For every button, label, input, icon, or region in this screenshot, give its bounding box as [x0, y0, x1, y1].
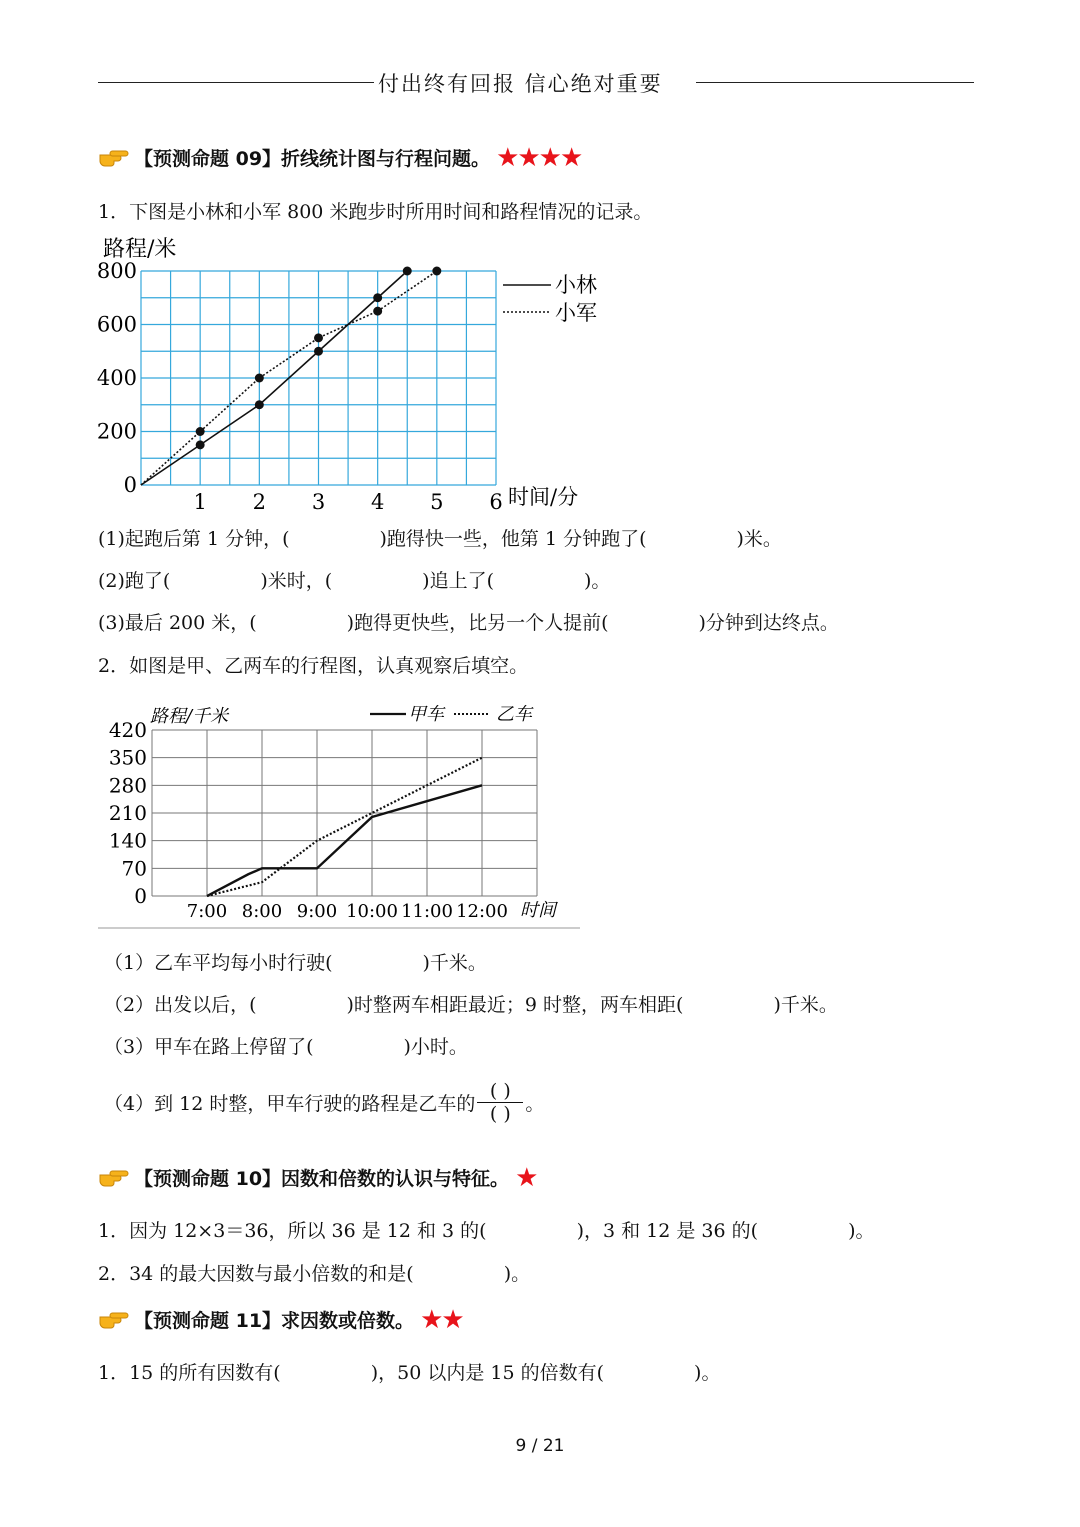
chart-running — [95, 230, 635, 515]
y-tick-label: 420 — [108, 718, 147, 742]
x-tick-label: 8:00 — [241, 901, 283, 922]
header-motto: 付出终有回报 信心绝对重要 — [378, 72, 663, 96]
difficulty-stars: ★★★★ — [496, 142, 582, 173]
q2-part4: （4）到 12 时整，甲车行驶的路程是乙车的 $\frac{( )}{( )}$ 。 — [104, 1080, 545, 1125]
y-tick-label: 350 — [108, 745, 147, 770]
header-rule-right — [696, 82, 974, 83]
y-tick-label: 210 — [108, 801, 147, 825]
x-tick-label: 2 — [252, 490, 267, 514]
data-point — [432, 267, 441, 276]
data-point — [314, 347, 323, 356]
legend-label-jia: 甲车 — [408, 704, 444, 725]
y-tick-label: 140 — [108, 828, 147, 853]
section-10-title: 【预测命题 10】因数和倍数的认识与特征。 ★ — [98, 1164, 536, 1191]
data-point — [373, 293, 382, 302]
s10-q1: 1．因为 12×3＝36，所以 36 是 12 和 3 的( )，3 和 12 是 36 的( )。 — [98, 1220, 875, 1242]
chart2-series — [207, 758, 482, 896]
chart1-series — [141, 267, 441, 486]
q2-intro: 2．如图是甲、乙两车的行程图，认真观察后填空。 — [98, 655, 529, 677]
chart1-y-axis-label: 路程/米 — [103, 237, 177, 262]
y-tick-label: 400 — [96, 366, 137, 390]
pointing-hand-icon — [98, 1308, 130, 1332]
data-point — [403, 267, 412, 276]
y-tick-label: 280 — [108, 773, 147, 798]
chart2-grid — [152, 730, 537, 896]
section-09-title: 【预测命题 09】折线统计图与行程问题。 ★★★★ — [98, 144, 581, 171]
legend-label-yi: 乙车 — [496, 704, 532, 725]
x-tick-label: 3 — [311, 490, 326, 514]
x-tick-label: 7:00 — [186, 901, 228, 922]
x-tick-label: 9:00 — [296, 901, 338, 922]
q2-part1: （1）乙车平均每小时行驶( )千米。 — [104, 952, 487, 974]
q1-intro: 1．下图是小林和小军 800 米跑步时所用时间和路程情况的记录。 — [98, 201, 653, 223]
header-rule-left — [98, 82, 374, 83]
q1-part2: (2)跑了( )米时，( )追上了( )。 — [98, 570, 611, 592]
chart2-axes — [109, 718, 508, 922]
chart-cars — [98, 698, 582, 930]
x-tick-label: 10:00 — [346, 901, 398, 922]
q1-part1: (1)起跑后第 1 分钟，( )跑得快一些，他第 1 分钟跑了( )米。 — [98, 528, 782, 550]
y-tick-label: 0 — [134, 884, 147, 908]
y-tick-label: 800 — [96, 259, 137, 283]
y-tick-label: 600 — [96, 312, 137, 337]
legend-label-xiaolin: 小林 — [555, 273, 597, 297]
data-point — [314, 333, 323, 342]
chart1-grid — [141, 271, 496, 485]
y-tick-label: 200 — [96, 419, 137, 444]
q1-part3: (3)最后 200 米，( )跑得更快些，比另一个人提前( )分钟到达终点。 — [98, 612, 839, 634]
chart2-y-axis-label: 路程/千米 — [150, 706, 229, 727]
y-tick-label: 0 — [123, 473, 137, 497]
data-point — [373, 307, 382, 316]
x-tick-label: 6 — [489, 490, 503, 514]
legend-label-xiaojun: 小军 — [555, 301, 597, 325]
x-tick-label: 5 — [430, 490, 444, 514]
y-tick-label: 70 — [121, 856, 147, 881]
data-point — [196, 427, 205, 436]
data-point — [255, 374, 264, 383]
pointing-hand-icon — [98, 146, 130, 170]
fraction-blank: $\frac{( )}{( )}$ — [477, 1080, 523, 1125]
x-tick-label: 4 — [370, 490, 385, 514]
chart1-x-axis-label: 时间/分 — [508, 485, 579, 509]
page-number: 9 / 21 — [515, 1436, 565, 1456]
q2-part2: （2）出发以后，( )时整两车相距最近；9 时整，两车相距( )千米。 — [104, 994, 838, 1016]
x-tick-label: 1 — [193, 490, 207, 514]
s11-q1: 1．15 的所有因数有( )，50 以内是 15 的倍数有( )。 — [98, 1362, 721, 1384]
section-11-title: 【预测命题 11】求因数或倍数。 ★★ — [98, 1306, 463, 1333]
s10-q2: 2．34 的最大因数与最小倍数的和是( )。 — [98, 1263, 531, 1285]
data-point — [255, 400, 264, 409]
data-point — [196, 440, 205, 449]
x-tick-label: 12:00 — [456, 901, 508, 922]
q2-part3: （3）甲车在路上停留了( )小时。 — [104, 1036, 468, 1058]
difficulty-stars: ★★ — [420, 1304, 463, 1335]
chart2-x-axis-label: 时间 — [520, 900, 556, 921]
difficulty-stars: ★ — [515, 1162, 537, 1193]
x-tick-label: 11:00 — [401, 901, 453, 922]
pointing-hand-icon — [98, 1166, 130, 1190]
